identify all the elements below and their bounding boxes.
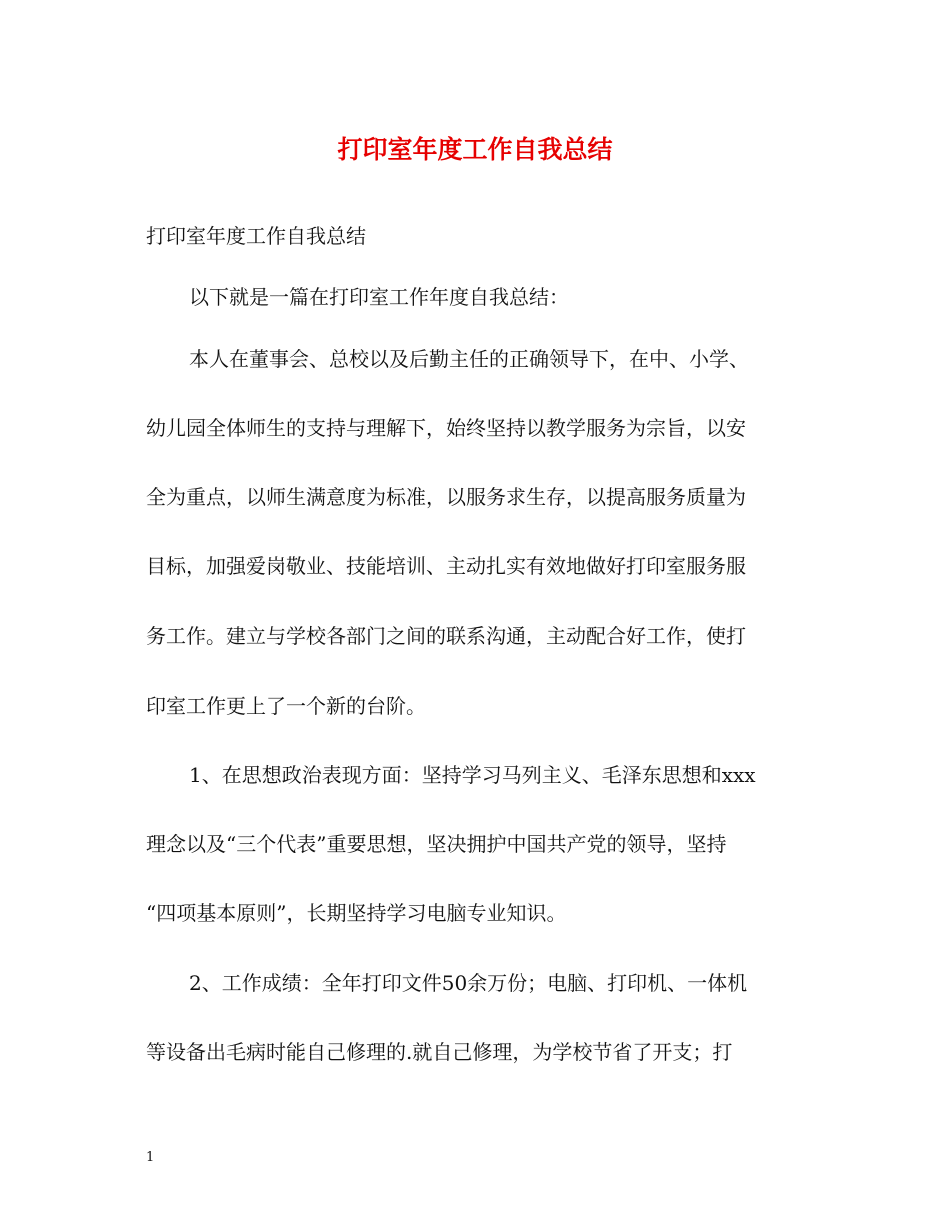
paragraph-line: “四项基本原则”，长期坚持学习电脑专业知识。	[146, 901, 567, 925]
paragraph-line: 理念以及“三个代表”重要思想，坚决拥护中国共产党的领导，坚持	[146, 832, 727, 856]
paragraph-line: 2、工作成绩：全年打印文件50余万份；电脑、打印机、一体机	[189, 971, 748, 995]
paragraph-line: 目标，加强爱岗敬业、技能培训、主动扎实有效地做好打印室服务服	[146, 554, 746, 578]
paragraph-line: 等设备出毛病时能自己修理的.就自己修理，为学校节省了开支；打	[146, 1040, 733, 1064]
paragraph-line: 务工作。建立与学校各部门之间的联系沟通，主动配合好工作，使打	[146, 624, 746, 648]
paragraph-line: 本人在董事会、总校以及后勤主任的正确领导下，在中、小学、	[189, 347, 749, 371]
page-number: 1	[146, 1150, 155, 1165]
paragraph-line: 印室工作更上了一个新的台阶。	[146, 694, 426, 718]
paragraph-line: 幼儿园全体师生的支持与理解下，始终坚持以教学服务为宗旨，以安	[146, 416, 746, 440]
paragraph-intro: 以下就是一篇在打印室工作年度自我总结：	[189, 285, 569, 309]
document-title: 打印室年度工作自我总结	[337, 135, 613, 164]
subtitle-line: 打印室年度工作自我总结	[146, 224, 366, 248]
paragraph-line: 全为重点，以师生满意度为标准，以服务求生存，以提高服务质量为	[146, 485, 746, 509]
paragraph-line: 1、在思想政治表现方面：坚持学习马列主义、毛泽东思想和xxx	[189, 763, 756, 787]
